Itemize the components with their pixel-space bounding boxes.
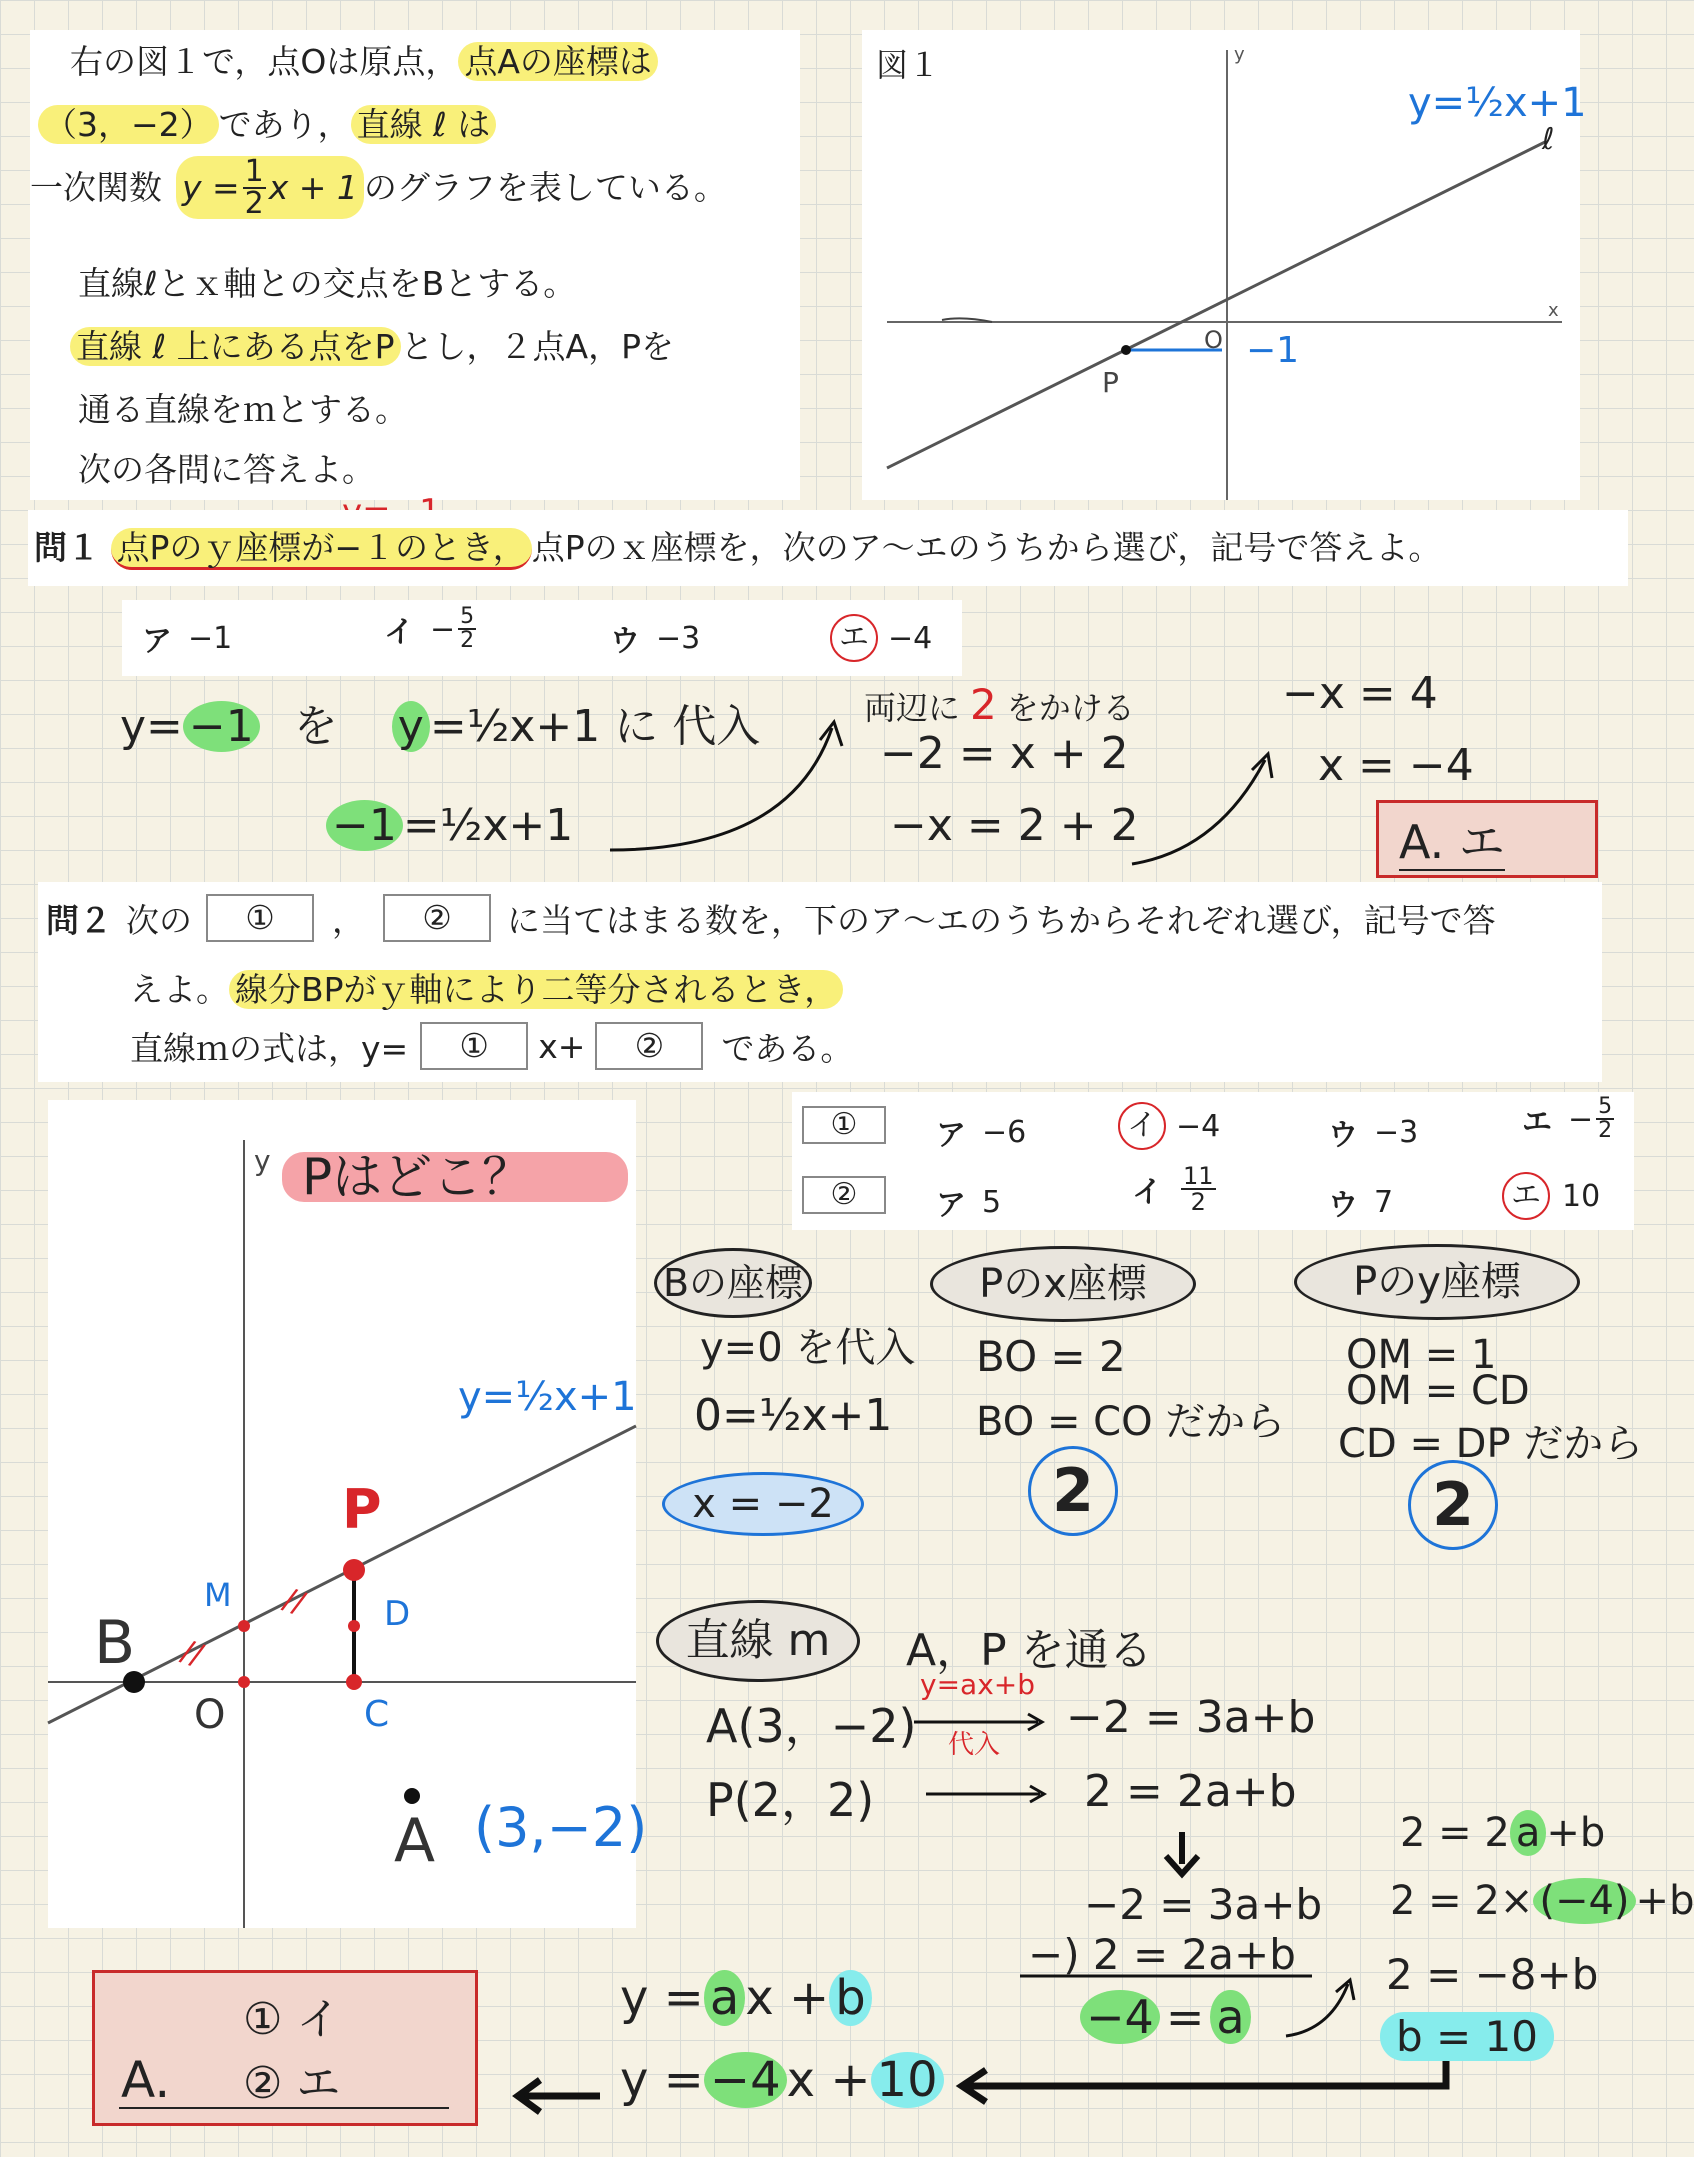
q2-question: 問２ 次の ① ， ② に当てはまる数を，下のア〜エのうちからそれぞれ選び，記号で答 えよ。 線分BPがｙ軸により二等分されるとき， 直線ｍの式は，y= ① x+ ② である。: [38, 882, 1602, 1082]
figure-1-equation: y=½x+1: [1408, 80, 1587, 126]
line-m-label: 直線 m: [656, 1600, 860, 1682]
q1-correct-choice: エ: [830, 614, 878, 662]
q1-answer-box: A. エ: [1376, 800, 1598, 878]
intro-line-7: 次の各問に答えよ。: [78, 450, 375, 489]
solve-b-1: 2 = 2 a +b: [1400, 1810, 1606, 1856]
q1-choices: ア −1 イ − $\frac{5}{2}$ ウ −3 エ −4: [122, 600, 962, 676]
p-y-coordinate-label: Pのy座標: [1294, 1244, 1580, 1320]
q1-highlight: 点Pのｙ座標が−１のとき，: [111, 528, 532, 570]
q1-question-bar: 問１ 点Pのｙ座標が−１のとき， 点Pのｘ座標を，次のア〜エのうちから選び，記号で答えよ。: [28, 510, 1628, 586]
q1-arrows: [600, 700, 1280, 880]
q1-work-4: −2 = x + 2: [880, 728, 1129, 779]
q1-work-2: −1 =½x+1: [326, 800, 573, 851]
solve-b-2: 2 = 2× (−4) +b: [1390, 1878, 1694, 1924]
q1-work-7: x = −4: [1318, 740, 1474, 791]
b-x-answer: x = −2: [662, 1472, 864, 1536]
figure-1-title: 図１: [876, 46, 941, 84]
figure-2-title: Pはどこ？: [282, 1152, 628, 1202]
q1-work-3: 両辺に 2 をかける: [864, 680, 1135, 729]
q2-row2-correct: エ: [1502, 1172, 1550, 1220]
intro-line-5: 直線 ℓ 上にある点をP とし，２点A，Pを: [70, 315, 674, 378]
highlight-a-coord: 点Aの座標は: [458, 42, 658, 81]
highlight-function: y = $\frac{1}{2}$ x + 1: [176, 156, 364, 219]
p-x-coordinate-label: Pのx座標: [930, 1246, 1196, 1322]
intro-line-6: 通る直線をｍとする。: [78, 390, 408, 429]
figure-2: y Pはどこ？ y=½x+1 P M // // D B O C A (3,−2): [48, 1100, 636, 1928]
q1-work-1: y= −1 を y =½x+1 に 代入: [120, 701, 761, 752]
figure-1: 図１ y x O P ℓ y=½x+1 −1: [862, 30, 1580, 500]
p-x-answer: 2: [1028, 1446, 1118, 1536]
b-coordinate-label: Bの座標: [654, 1248, 812, 1318]
blank-2: ②: [383, 894, 491, 942]
q2-choices: ① ア −6 イ −4 ウ −3 エ − $\frac{5}{2}$ ② ア 5 イ $\frac{11}{2}$ ウ 7 エ 10: [792, 1092, 1634, 1230]
blank-1: ①: [206, 894, 314, 942]
intro-panel: [30, 30, 800, 500]
q1-work-5: −x = 2 + 2: [890, 800, 1139, 851]
q1-work-6: −x = 4: [1282, 668, 1438, 719]
b-equals-10: b = 10: [1380, 2012, 1554, 2061]
line-m-result: y = −4 x + 10: [620, 2052, 944, 2108]
subtraction-result: −4 = a: [1080, 1990, 1251, 2044]
intro-line-1: 右の図１で，点Oは原点， 点Aの座標は: [70, 30, 658, 93]
intro-line-2: （3，−2） であり， 直線 ℓ は: [38, 93, 496, 156]
intro-line-3: 一次関数 y = $\frac{1}{2}$ x + 1 のグラフを表している。: [30, 153, 727, 221]
p-y-answer: 2: [1408, 1460, 1498, 1550]
q2-row1-correct: イ: [1118, 1102, 1166, 1150]
q2-answer-box: ① イ A. ② エ: [92, 1970, 478, 2126]
q2-highlight: 線分BPがｙ軸により二等分されるとき，: [229, 970, 843, 1009]
arrow-to-answer: [510, 2070, 610, 2120]
intro-line-4: 直線ℓとｘ軸との交点をBとする。: [78, 264, 577, 303]
line-m-general: y = a x + b: [620, 1970, 872, 2026]
figure-2-equation: y=½x+1: [458, 1374, 637, 1420]
